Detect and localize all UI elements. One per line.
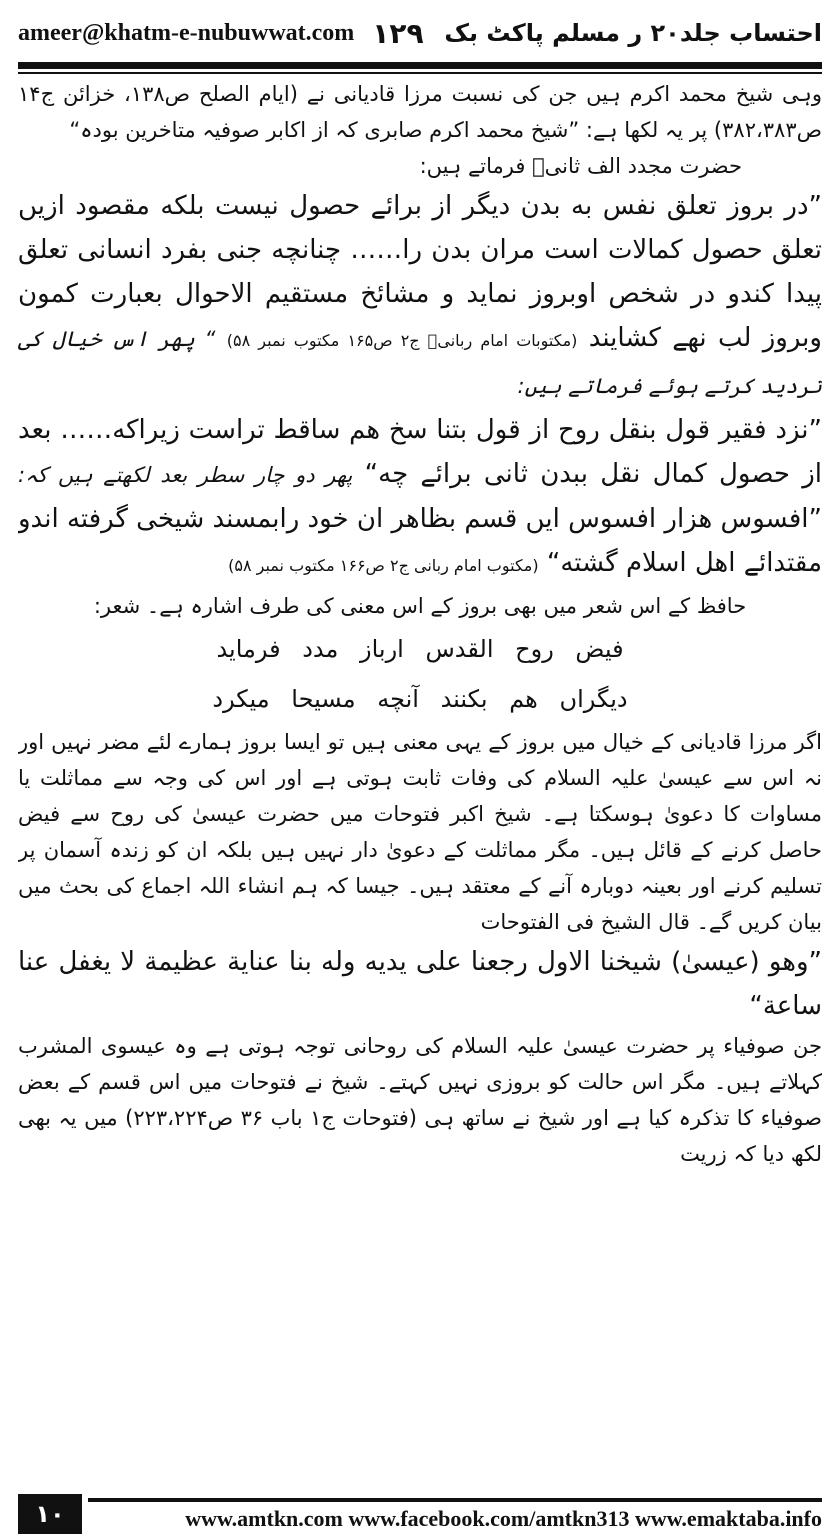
quote-1-text: ”در بروز تعلق نفس به بدن دیگر از برائے حصول نیست بلکه مقصود ازیں تعلق حصول کمالات است مران بدن را…… چنانچه جنی بفرد انسانی تعلق پیدا کندو در شخص اوبروز نماید و مشائخ مستقیم الاحوال بعبارت کمون وبروز لب نهے کشایند <box>18 191 822 353</box>
quote-arabic: ”وهو (عیسیٰ) شیخنا الاول رجعنا علی یدیه وله بنا عنایة عظیمة لا یغفل عنا ساعة“ <box>18 947 822 1021</box>
quote-persian-2 <box>18 408 822 588</box>
header-page-number: ۱۲۹ <box>372 16 424 50</box>
header-rule-thin <box>18 72 822 74</box>
quote-2-tail: پھر دو چار سطر بعد لکھتے ہیں کہ: <box>18 463 353 487</box>
paragraph-buruz: اگر مرزا قادیانی کے خیال میں بروز کے یہی معنی ہیں تو ایسا بروز ہمارے لئے مضر نہیں اور نہ اس سے عیسیٰ علیہ السلام کی وفات ثابت ہوتی ہے اور اس کی وجہ سے مماثلت یا مساوات کا دعویٰ ہوسکتا ہے۔ شیخ اکبر فتوحات میں حضرت عیسیٰ کی روح سے فیض حاصل کرنے کے قائل ہیں۔ مگر مماثلت کے دعویٰ دار نہیں ہیں بلکہ ان کو زندہ آسمان پر تسلیم کرنے اور بعینہ دوبارہ آنے کے معتقد ہیں۔ جیسا کہ ہم انشاء اللہ اجماع کی بحث میں بیان کریں گے۔ قال الشیخ فی الفتوحات <box>18 730 822 934</box>
page-body <box>18 76 822 1488</box>
header-left <box>18 17 424 50</box>
footer-urls[interactable]: www.amtkn.com www.facebook.com/amtkn313 www.emaktaba.info <box>185 1506 822 1531</box>
page-header <box>18 6 822 60</box>
poem-line-1: فیض روح القدس ارباز مدد فرماید <box>216 635 624 663</box>
footer-rule <box>88 1498 822 1502</box>
poem-line-2: دیگراں هم بکنند آنچه مسیحا میکرد <box>212 685 628 713</box>
paragraph-sufis: جن صوفیاء پر حضرت عیسیٰ علیہ السلام کی روحانی توجہ ہوتی ہے وہ عیسوی المشرب کہلاتے ہیں۔ مگر اس حالت کو بروزی نہیں کہتے۔ شیخ نے فتوحات میں اس قسم کے بعض صوفیاء کا تذکرہ کیا ہے اور شیخ نے ساتھ ہی (فتوحات ج۱ باب ۳۶ ص۲۲۳،۲۲۴) میں یہ بھی لکھ دیا کہ زریت <box>18 1034 822 1166</box>
paragraph-intro: وہی شیخ محمد اکرم ہیں جن کی نسبت مرزا قادیانی نے (ایام الصلح ص۱۳۸، خزائن ج۱۴ ص۳۸۲،۳۸۳) پر یہ لکھا ہے: ”شیخ محمد اکرم صابری کہ از اکابر صوفیہ متاخرین بودہ“ <box>18 82 822 142</box>
header-rule-thick <box>18 62 822 69</box>
quote-3-text: ”افسوس هزار افسوس ایں قسم بظاهر ان خود رابمسند شیخی گرفته اندو مقتدائے اهل اسلام گشته“ <box>18 504 822 578</box>
quote-1-reference: (مکتوبات امام ربانیؒ ج۲ ص۱۶۵ مکتوب نمبر ۵۸) <box>226 331 578 350</box>
paragraph-mujaddid: حضرت مجدد الف ثانیؒ فرماتے ہیں: <box>419 154 742 178</box>
page-footer <box>18 1494 822 1534</box>
quote-1-tail: “ پھر اس خیال کی تردید کرتے ہوئے فرماتے ہیں: <box>18 327 822 398</box>
footer-page-number: ۱۰ <box>18 1494 82 1534</box>
quote-persian-1 <box>18 184 822 408</box>
header-email[interactable]: ameer@khatm-e-nubuwwat.com <box>18 19 355 46</box>
quote-3-reference: (مکتوب امام ربانی ج۲ ص۱۶۶ مکتوب نمبر ۵۸) <box>228 556 539 575</box>
header-book-title: احتساب جلد۲۰ ر مسلم پاکٹ بک <box>444 19 822 47</box>
paragraph-hafiz: حافظ کے اس شعر میں بھی بروز کے اس معنی کی طرف اشارہ ہے۔ شعر: <box>93 594 747 618</box>
quote-2-text: ”نزد فقیر قول بنقل روح از قول بتنا سخ هم ساقط تراست زیراکه…… بعد از حصول کمال نقل ببدن ثانی برائے چه“ <box>18 415 822 489</box>
